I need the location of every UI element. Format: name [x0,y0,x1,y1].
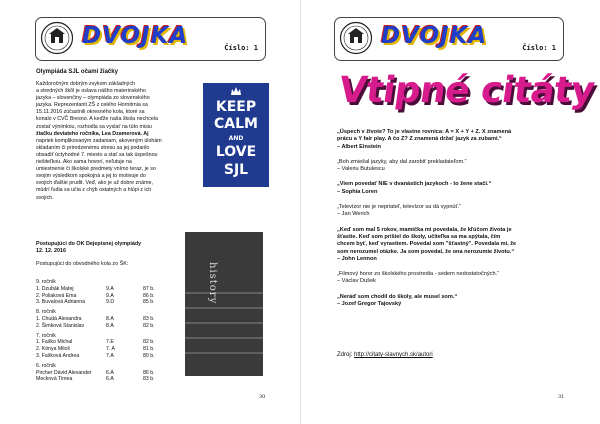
article-line: svojich. [36,194,54,201]
article-body [36,81,181,202]
quote-block [337,159,565,174]
article-line: jazyka – slovenčiny – olympiáda zo slovenského [36,95,150,102]
quotes-list [337,129,565,316]
crown-icon [231,87,241,95]
student-class: 6.A [106,376,114,383]
page-number: 31 [558,394,565,400]
article-line: obsadiť úctyhodné 7. miesto a stať sa tak úspešnou [36,151,158,158]
student-class: 9.A [106,292,114,299]
student-class: 9.A [106,285,114,292]
student-points: 82 b. [143,339,155,346]
quote-line: – Sophia Loren [337,188,378,195]
brand-title: DVOJKA [381,23,488,49]
issue-number: Číslo: 1 [522,44,556,52]
page-number: 30 [259,394,266,400]
article-title: Olympiáda SJL očami žiačky [36,69,118,75]
results-title [36,241,141,255]
quote-line: – Valeriu Butulescu [337,166,385,173]
result-row [36,299,155,306]
quote-line: šťastie. Keď som prišiel do školy, učiteľka sa ma spýtala, čím [337,233,501,240]
student-name: 2. Kónya Miloš [36,346,71,353]
poster-line: CALM [214,116,258,132]
student-class: 7.A [106,352,114,359]
student-points: 85 b. [143,299,155,306]
brand-title: DVOJKA [82,23,189,49]
quote-block [337,271,565,286]
result-row [36,369,155,377]
student-points: 86 b. [143,369,155,376]
grade-heading: 7. ročník [36,332,56,339]
quote-line: – Jan Werich [337,211,370,218]
quote-line: „Úspech v živote? To je vlastne rovnica: A = X + Y + Z. X znamená [337,129,512,135]
result-row [36,346,155,353]
quote-line: – John Lennon [337,255,377,262]
results-list [36,279,155,383]
student-name: Mecková Timea [36,376,73,383]
student-class: 7.E [106,339,114,346]
article-line: jazyka. Reprezentanti ZŠ z celého Hornitrnia sa [36,102,148,109]
student-name: 1. Faško Michal [36,339,73,346]
student-name: 3. Buvalová Adrianna [36,299,86,306]
quote-line: „Televízor nie je nepriateľ, televízor sa dá vypnúť.“ [337,204,462,211]
student-points: 83 b. [143,376,155,383]
student-class: 8.A [106,315,114,322]
school-logo-icon [339,21,373,55]
source-link[interactable]: http://citaty-slavnych.sk/autori [354,352,433,358]
student-name: 3. Fašková Andrea [36,352,80,359]
school-logo-icon [40,21,74,55]
quote-line: „Boh zmiešal jazyky, aby dal zarobiť prekladateľom.“ [337,158,467,165]
result-row [36,292,155,300]
quote-line: chcem byť, keď vyrastiem. Povedal som "šťastný". Povedala mi, že [337,241,517,248]
result-row [36,339,155,346]
result-row [36,352,155,360]
quote-line: „Keď som mal 5 rokov, mamička mi povedala, že kľúčom života je [337,226,512,233]
photo-text: history [207,262,218,305]
article-line: svojim výsledkom spokojná a jej to motivuje do [36,173,146,180]
source-line [337,352,433,358]
article-line: napriek komplikovaným zadaniam, akoveným úlohám [36,137,162,144]
student-class: 7. A [106,346,115,353]
article-line: umiestnenie či školské predmety vnímo teraz, je so [36,166,156,173]
quote-line: – Václav Dušek [337,278,376,285]
quote-block [337,129,565,151]
article-line: skladaním či prirodzenému stresu sa jej podarilo [36,144,150,151]
student-name: 2. Šimková Stanislav [36,322,85,329]
article-line: konalo v CVČ Bresno. A keďže naša škola nechcela [36,116,158,123]
results-title-line: Postupujúci do OK Dejepisnej olympiády [36,241,142,247]
student-name: 1. Chudá Alexandra [36,315,82,322]
student-class: 6.A [106,369,114,376]
student-points: 83 b. [143,315,155,322]
quote-block [337,294,565,309]
poster-line: LOVE [215,144,257,160]
keep-calm-poster [203,83,269,187]
newsletter-header [334,17,564,61]
quote-line: som nerozumel otázke. Ja som povedal, že ona nerozumie životu.“ [337,248,515,255]
poster-line: KEEP [215,99,257,115]
result-row [36,322,155,330]
history-photo [185,232,263,376]
results-intro: Postupujúci do obvodného kola zo ŠK: [36,261,129,267]
article-line: múdrí ľudia sa učia z chýb ostatných a hlúpi z ich [36,187,152,194]
article-line: 15.11.2016 zúčastnili okresného kola, ktoré sa [36,109,145,116]
article-line: riešiteľkou. Ako sama hovorí, neľutuje na [36,159,132,166]
student-points: 80 b. [143,352,155,359]
grade-heading: 9. ročník [36,279,56,285]
quote-line: „Viem povedať NIE v dvanástich jazykoch - to žene stačí.“ [337,181,492,188]
newsletter-header [35,17,266,61]
article-line: zostať výnimkou, rozhodla sa vyslať na túto misiu [36,123,152,130]
quote-line: – Jozef Gregor Tajovský [337,301,402,308]
quote-block [337,181,565,196]
student-class: 8.A [106,322,114,329]
result-row [36,285,155,293]
quote-line: „Filmový horor zo školského prostredia - sedem nedostatočných.“ [337,271,499,278]
source-label: Zdroj: [337,352,353,358]
quote-line: prácu a Y fair play. A čo Z? Z znamená držať jazyk za zubami.“ [337,136,502,143]
result-row [36,376,155,383]
student-points: 82 b. [143,322,155,329]
student-points: 81 b. [143,346,155,353]
student-class: 9.D [106,299,115,306]
quote-line: „Neráď som chodil do školy, ale musel som.“ [337,293,458,300]
results-date: 12. 12. 2016 [36,248,66,254]
article-line: žiačku deviateho ročníka, Lea Dzamerová. Aj [36,130,149,137]
quote-block [337,204,565,219]
poster-line: AND [228,135,244,142]
issue-number: Číslo: 1 [224,44,258,52]
grade-heading: 6. ročník [36,362,56,369]
quote-line: – Albert Einstein [337,143,381,150]
right-page [300,0,600,424]
student-points: 87 b. [143,285,155,292]
student-name: Pircher Dávid Alexander [36,369,92,376]
quote-block [337,227,565,263]
student-name: 1. Dzubák Matej [36,285,74,292]
article-line: svojich ďalšie prudit. Veď, ako je už dobre známe, [36,180,153,187]
article-line: a stredných škôl je oslava nášho materinského [36,88,146,95]
student-name: 2. Poliaková Ema [36,292,77,299]
page-title: Vtipné citáty [336,70,598,111]
student-points: 86 b. [143,292,155,299]
result-row [36,315,155,323]
article-line: Každoročným dobrým zvykom základných [36,81,135,87]
grade-heading: 8. ročník [36,309,56,316]
poster-line: SJL [223,162,249,178]
